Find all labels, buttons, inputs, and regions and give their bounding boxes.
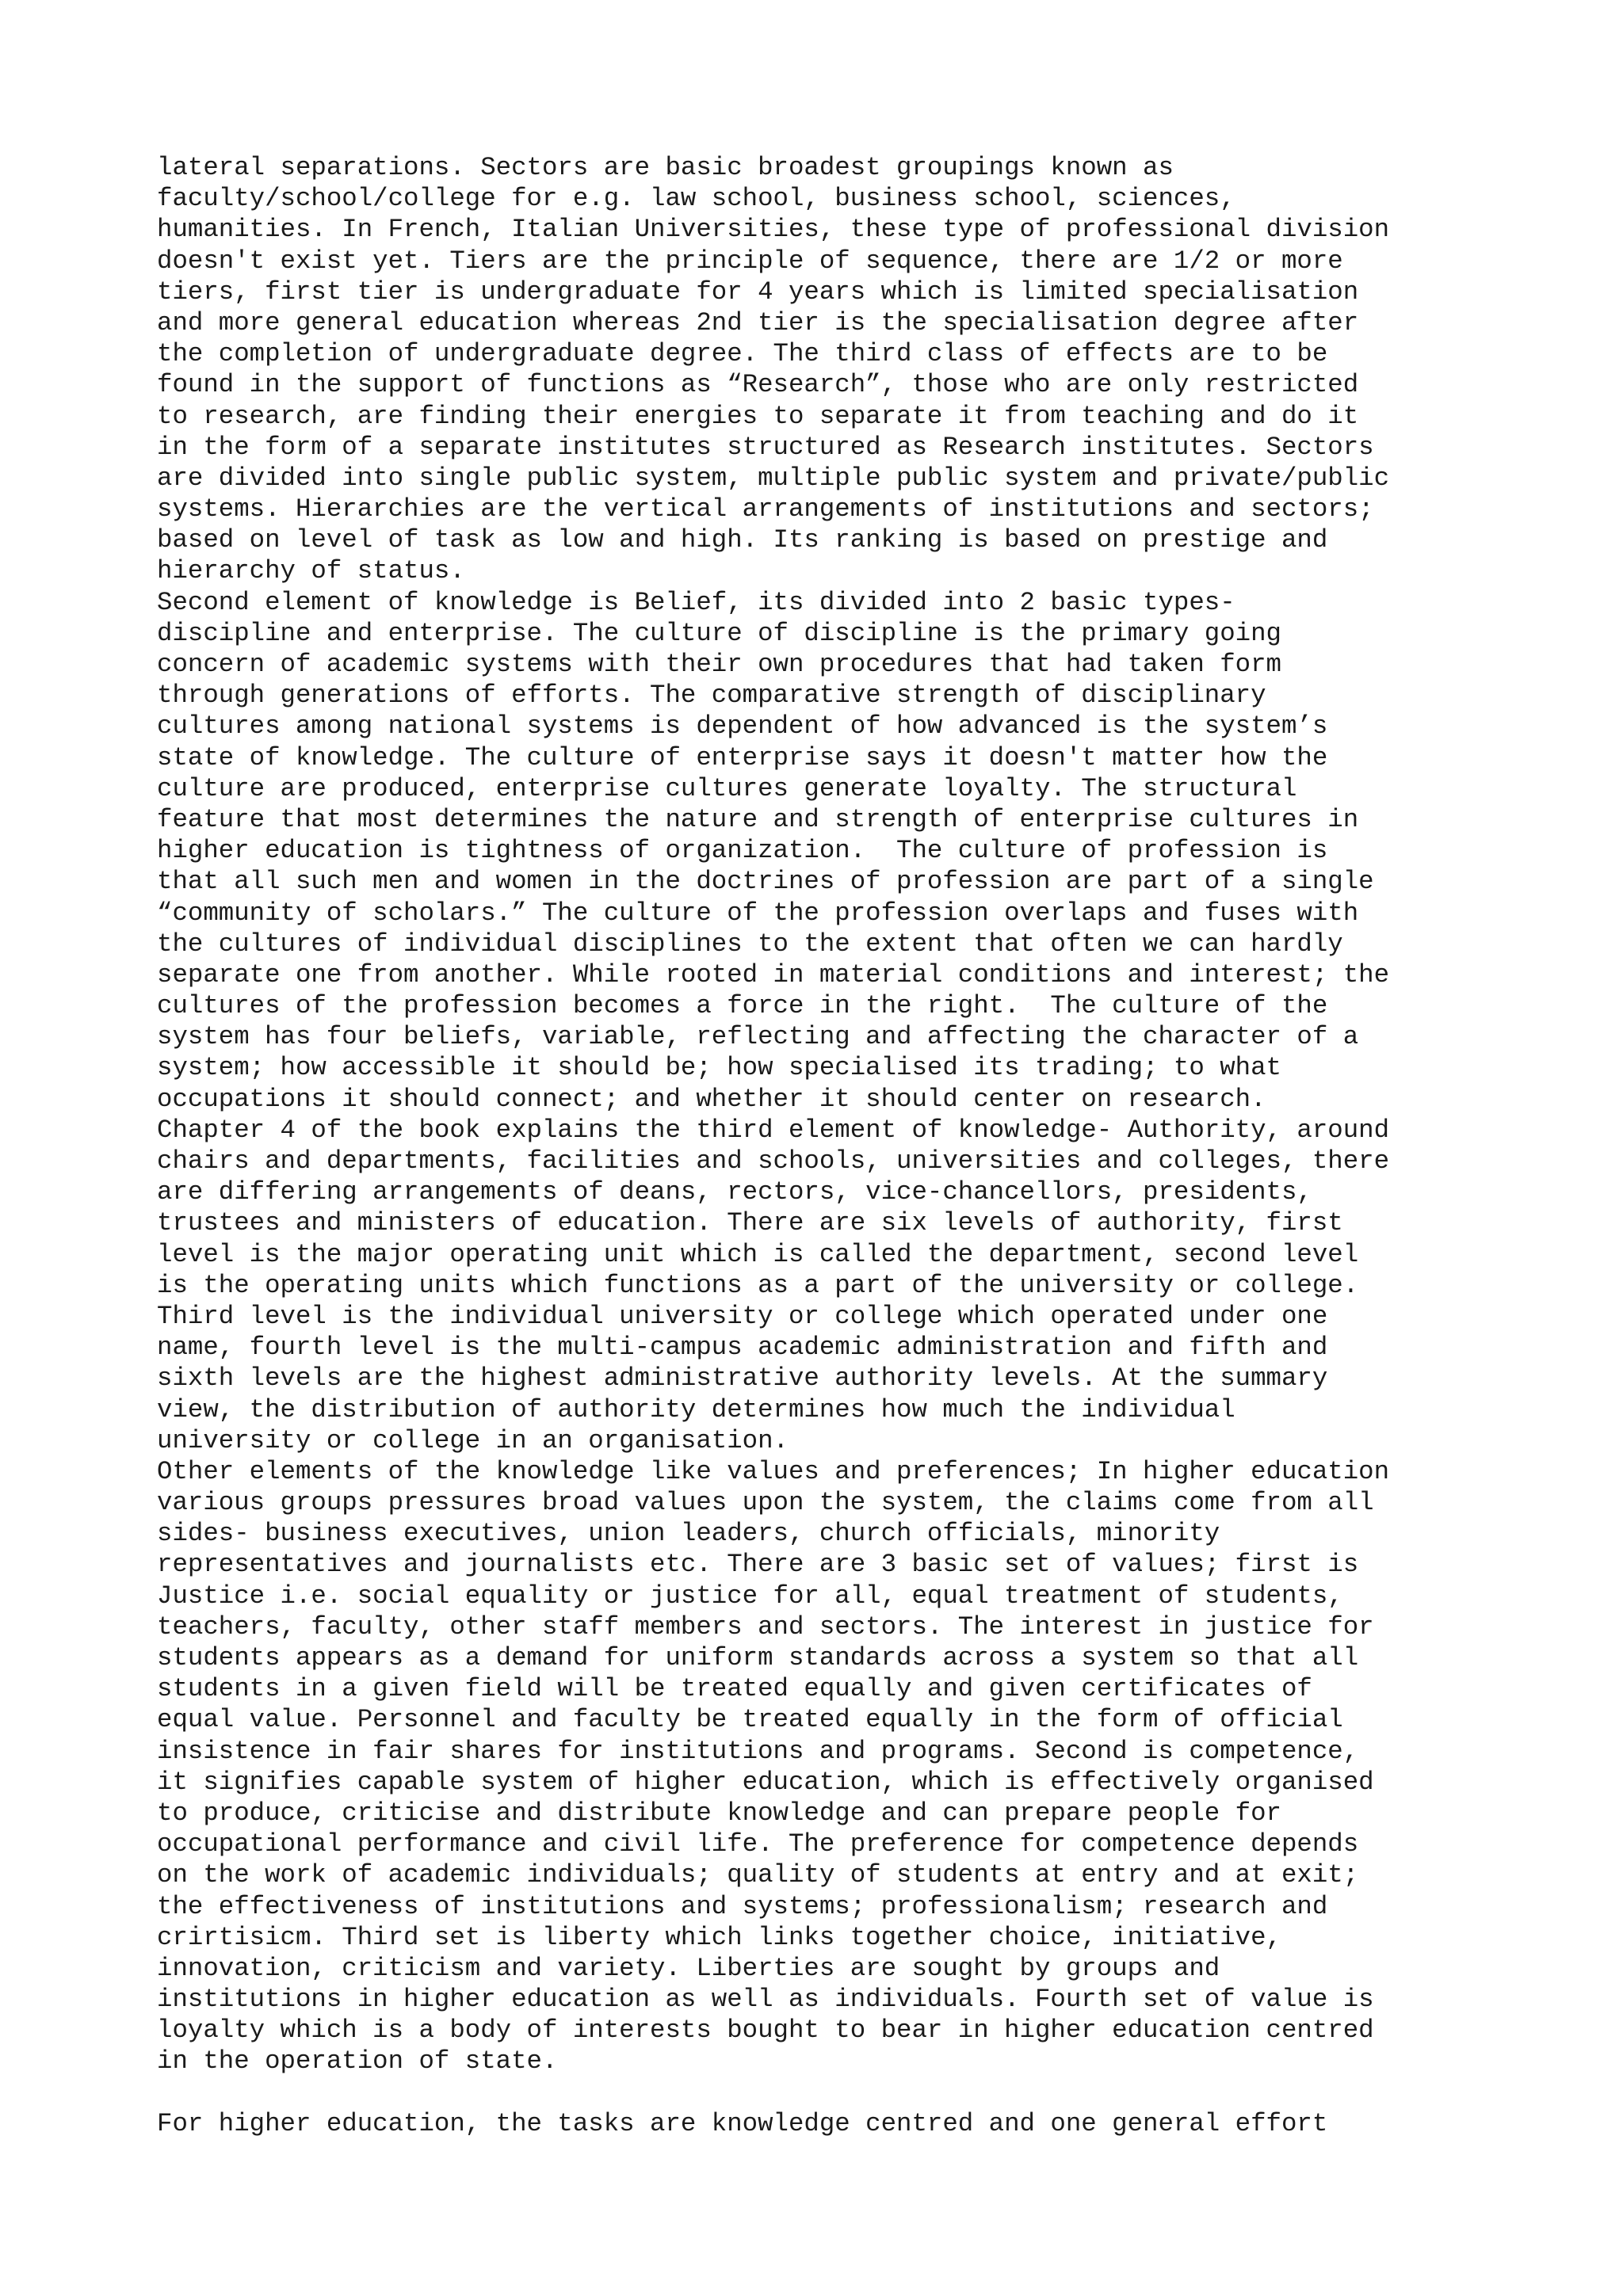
text-line: systems. Hierarchies are the vertical arrangements of institutions and sectors; bbox=[157, 494, 1374, 524]
text-line: students in a given field will be treated equally and given certificates of bbox=[157, 1674, 1312, 1704]
text-line: through generations of efforts. The comparative strength of disciplinary bbox=[157, 681, 1266, 711]
text-line: state of knowledge. The culture of enterprise says it doesn't matter how the bbox=[157, 742, 1328, 772]
text-line: crirtisicm. Third set is liberty which links together choice, initiative, bbox=[157, 1922, 1281, 1952]
text-line: are divided into single public system, multiple public system and private/public bbox=[157, 463, 1390, 493]
text-line: is the operating units which functions as a part of the university or college. bbox=[157, 1270, 1359, 1300]
text-line: system; how accessible it should be; how specialised its trading; to what bbox=[157, 1053, 1281, 1083]
text-line: name, fourth level is the multi-campus academic administration and fifth and bbox=[157, 1333, 1328, 1363]
text-line: insistence in fair shares for institutions and programs. Second is competence, bbox=[157, 1736, 1359, 1766]
text-line: tiers, first tier is undergraduate for 4 years which is limited specialisation bbox=[157, 277, 1359, 307]
blank-line bbox=[157, 2077, 1583, 2108]
text-line: on the work of academic individuals; quality of students at entry and at exit; bbox=[157, 1860, 1359, 1890]
text-line: culture are produced, enterprise cultures generate loyalty. The structural bbox=[157, 773, 1297, 803]
text-line: university or college in an organisation. bbox=[157, 1425, 789, 1455]
text-line: separate one from another. While rooted in material conditions and interest; the bbox=[157, 959, 1390, 990]
text-line: lateral separations. Sectors are basic broadest groupings known as bbox=[157, 153, 1174, 182]
text-line: and more general education whereas 2nd tier is the specialisation degree after bbox=[157, 307, 1359, 338]
text-line: trustees and ministers of education. There are six levels of authority, first bbox=[157, 1208, 1343, 1238]
text-line: feature that most determines the nature and strength of enterprise cultures in bbox=[157, 804, 1359, 834]
text-line: “community of scholars.” The culture of the profession overlaps and fuses with bbox=[157, 898, 1359, 928]
text-line: innovation, criticism and variety. Liberties are sought by groups and bbox=[157, 1953, 1220, 1983]
text-line: institutions in higher education as well as individuals. Fourth set of value is bbox=[157, 1985, 1374, 2015]
text-line: the effectiveness of institutions and systems; professionalism; research and bbox=[157, 1891, 1328, 1921]
text-line: occupational performance and civil life. The preference for competence depends bbox=[157, 1829, 1359, 1859]
text-line: found in the support of functions as “Research”, those who are only restricted bbox=[157, 370, 1359, 400]
text-line: the cultures of individual disciplines to the extent that often we can hardly bbox=[157, 929, 1343, 959]
text-line: cultures among national systems is dependent of how advanced is the system’s bbox=[157, 711, 1328, 742]
text-line: occupations it should connect; and whether it should center on research. bbox=[157, 1084, 1266, 1114]
text-line: Other elements of the knowledge like values and preferences; In higher education bbox=[157, 1456, 1390, 1486]
text-line: to research, are finding their energies to separate it from teaching and do it bbox=[157, 401, 1359, 431]
text-line: equal value. Personnel and faculty be treated equally in the form of official bbox=[157, 1705, 1343, 1735]
text-line: students appears as a demand for uniform standards across a system so that all bbox=[157, 1643, 1359, 1672]
text-line: based on level of task as low and high. Its ranking is based on prestige and bbox=[157, 525, 1328, 555]
text-line: hierarchy of status. bbox=[157, 556, 465, 586]
text-line: it signifies capable system of higher education, which is effectively organised bbox=[157, 1767, 1374, 1797]
text-line: Third level is the individual university or college which operated under one bbox=[157, 1301, 1328, 1331]
text-line: humanities. In French, Italian Universities, these type of professional division bbox=[157, 215, 1390, 245]
text-line: are differing arrangements of deans, rectors, vice-chancellors, presidents, bbox=[157, 1177, 1312, 1207]
text-line: cultures of the profession becomes a force in the right. The culture of the bbox=[157, 991, 1328, 1021]
text-line: loyalty which is a body of interests bought to bear in higher education centred bbox=[157, 2016, 1374, 2046]
text-line: Second element of knowledge is Belief, its divided into 2 basic types- bbox=[157, 587, 1235, 617]
text-line: Chapter 4 of the book explains the third element of knowledge- Authority, around bbox=[157, 1115, 1390, 1145]
text-line: in the operation of state. bbox=[157, 2046, 558, 2077]
text-line: that all such men and women in the doctrines of profession are part of a single bbox=[157, 867, 1374, 897]
document-body-text bbox=[157, 152, 1583, 2139]
text-line: faculty/school/college for e.g. law school, business school, sciences, bbox=[157, 184, 1235, 214]
text-line: representatives and journalists etc. There are 3 basic set of values; first is bbox=[157, 1550, 1359, 1580]
text-line: sides- business executives, union leaders, church officials, minority bbox=[157, 1519, 1220, 1549]
text-line: higher education is tightness of organization. The culture of profession is bbox=[157, 836, 1328, 866]
text-line: Justice i.e. social equality or justice for all, equal treatment of students, bbox=[157, 1581, 1343, 1611]
text-line: in the form of a separate institutes structured as Research institutes. Sectors bbox=[157, 432, 1374, 462]
text-line: system has four beliefs, variable, reflecting and affecting the character of a bbox=[157, 1022, 1359, 1052]
text-line: chairs and departments, facilities and schools, universities and colleges, there bbox=[157, 1146, 1390, 1176]
text-line: view, the distribution of authority determines how much the individual bbox=[157, 1394, 1235, 1425]
text-line: doesn't exist yet. Tiers are the principle of sequence, there are 1/2 or more bbox=[157, 246, 1343, 276]
text-line: sixth levels are the highest administrative authority levels. At the summary bbox=[157, 1363, 1328, 1394]
text-line: to produce, criticise and distribute knowledge and can prepare people for bbox=[157, 1798, 1281, 1828]
text-line: For higher education, the tasks are knowledge centred and one general effort bbox=[157, 2108, 1328, 2138]
text-line: the completion of undergraduate degree. The third class of effects are to be bbox=[157, 339, 1328, 369]
text-line: various groups pressures broad values upon the system, the claims come from all bbox=[157, 1488, 1374, 1518]
text-line: level is the major operating unit which is called the department, second level bbox=[157, 1239, 1359, 1269]
text-line: concern of academic systems with their own procedures that had taken form bbox=[157, 650, 1281, 679]
text-line: teachers, faculty, other staff members and sectors. The interest in justice for bbox=[157, 1611, 1374, 1642]
text-line: discipline and enterprise. The culture of discipline is the primary going bbox=[157, 618, 1281, 648]
